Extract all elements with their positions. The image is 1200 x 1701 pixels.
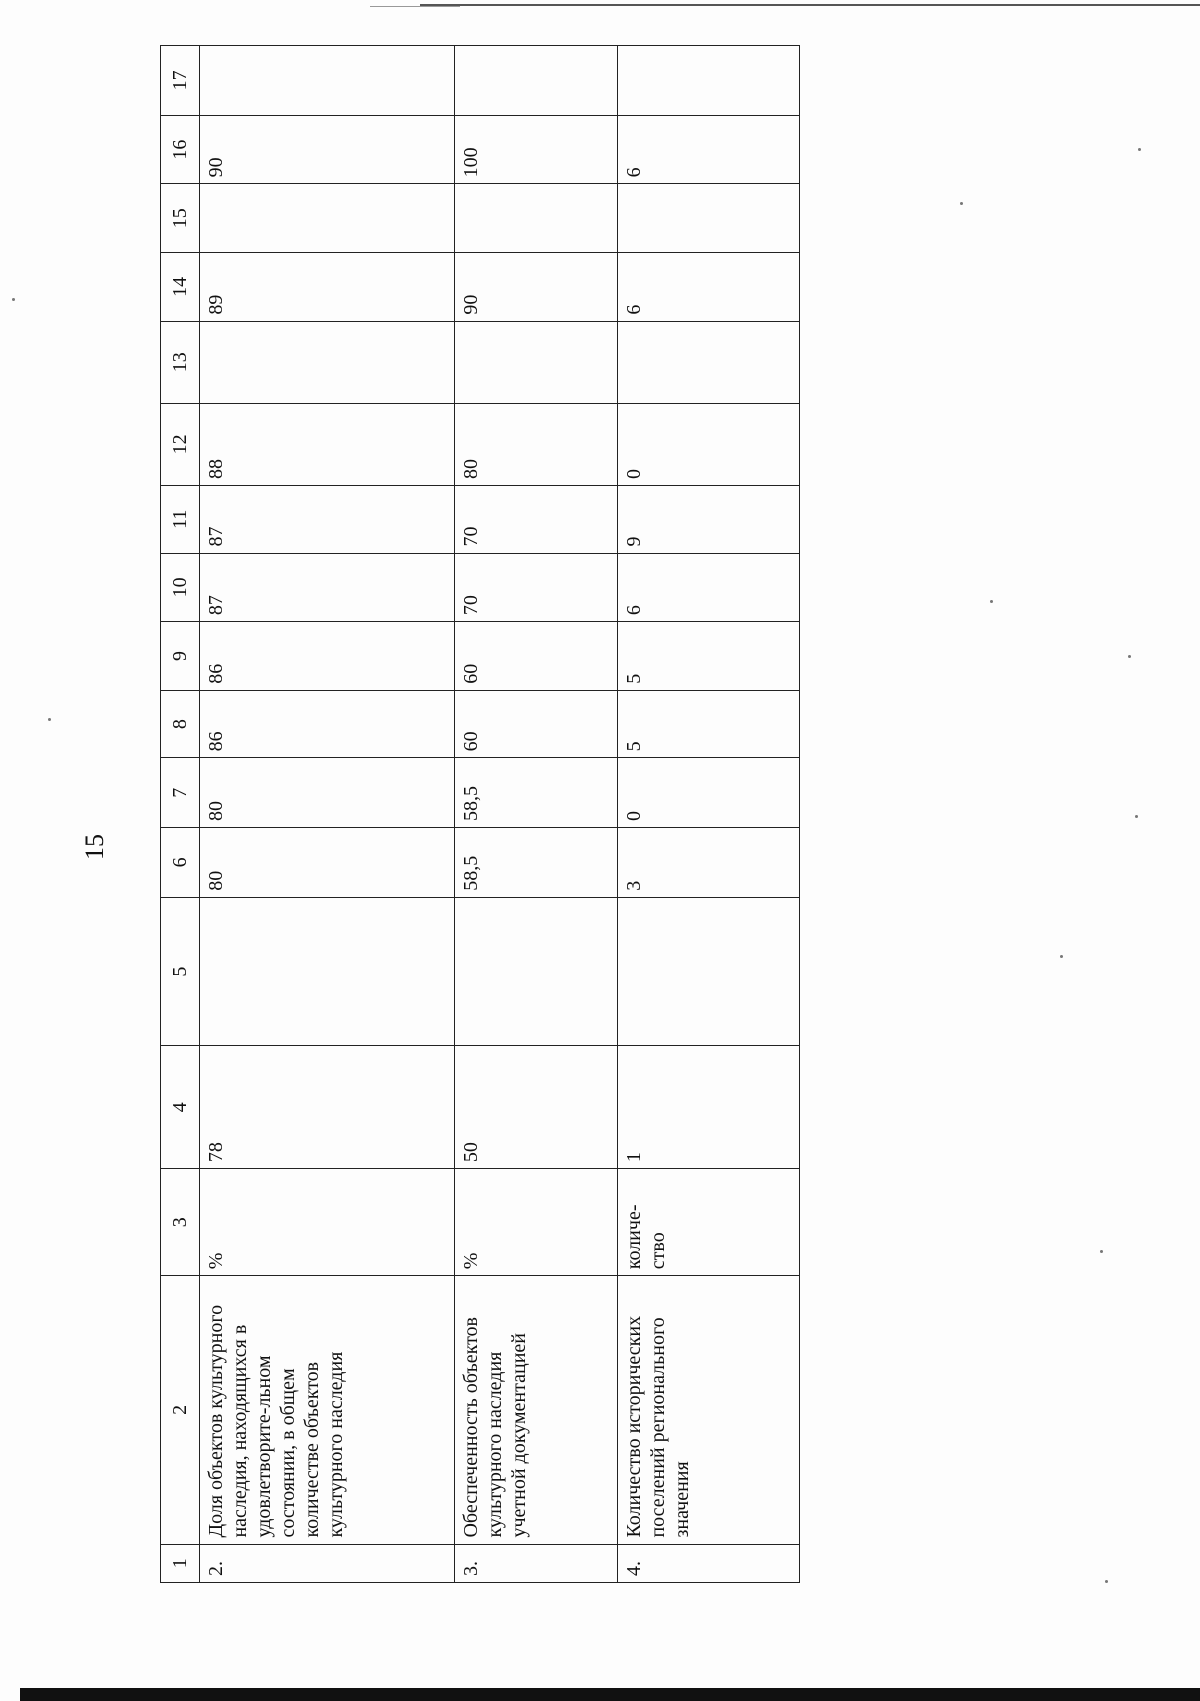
scan-speck	[1105, 1580, 1108, 1583]
header-cell: 8	[161, 690, 200, 758]
table-cell: Обеспеченность объектов культурного наследия учетной документацией	[455, 1276, 618, 1544]
header-cell: 7	[161, 758, 200, 828]
scan-edge-bar	[20, 1688, 1200, 1701]
table-cell: 89	[200, 253, 455, 322]
table-cell	[455, 321, 618, 403]
header-cell: 2	[161, 1276, 200, 1544]
table-cell: количе-ство	[618, 1169, 800, 1276]
header-cell: 11	[161, 485, 200, 553]
table-cell: 50	[455, 1046, 618, 1169]
table-cell: 87	[200, 485, 455, 553]
table-cell	[200, 46, 455, 116]
rotated-table-container	[160, 45, 800, 1583]
table-cell: Доля объектов культурного наследия, находящихся в удовлетворите-льном состоянии, в общем количестве объектов культурного наследия	[200, 1276, 455, 1544]
scan-speck	[1138, 148, 1141, 151]
scan-speck	[1135, 815, 1138, 818]
table-cell	[618, 321, 800, 403]
table-cell: 2.	[200, 1544, 455, 1582]
scan-speck	[1060, 955, 1063, 958]
header-cell: 9	[161, 622, 200, 691]
table-cell: 100	[455, 115, 618, 184]
table-cell: 60	[455, 622, 618, 691]
table-cell: 80	[200, 758, 455, 828]
table-cell: %	[200, 1169, 455, 1276]
table-cell: 90	[200, 115, 455, 184]
table-cell: 80	[200, 828, 455, 898]
table-row	[200, 46, 455, 1583]
header-cell: 13	[161, 321, 200, 403]
table-cell: 80	[455, 403, 618, 485]
page-number: 15	[80, 834, 109, 860]
table-cell: 70	[455, 553, 618, 622]
scan-speck	[960, 202, 963, 205]
table-cell: 1	[618, 1046, 800, 1169]
table-cell: 86	[200, 690, 455, 758]
header-cell: 10	[161, 553, 200, 622]
table-cell	[200, 897, 455, 1046]
header-cell: 5	[161, 897, 200, 1046]
table-cell: 58,5	[455, 758, 618, 828]
scan-speck	[1128, 655, 1131, 658]
header-cell: 14	[161, 253, 200, 322]
table-cell: 3.	[455, 1544, 618, 1582]
table-cell	[455, 897, 618, 1046]
table-cell: 5	[618, 690, 800, 758]
table-row	[618, 46, 800, 1583]
header-cell: 16	[161, 115, 200, 184]
scan-speck	[990, 600, 993, 603]
scan-speck	[12, 298, 15, 301]
table-cell	[200, 321, 455, 403]
scan-speck	[1100, 1250, 1103, 1253]
header-cell: 3	[161, 1169, 200, 1276]
header-cell: 4	[161, 1046, 200, 1169]
table-cell	[618, 897, 800, 1046]
table-row	[455, 46, 618, 1583]
table-cell	[455, 46, 618, 116]
header-cell: 6	[161, 828, 200, 898]
table-cell: 6	[618, 115, 800, 184]
table-cell: 6	[618, 553, 800, 622]
table-cell: 0	[618, 403, 800, 485]
header-cell: 12	[161, 403, 200, 485]
table-cell: 88	[200, 403, 455, 485]
table-cell: 90	[455, 253, 618, 322]
table-cell: 60	[455, 690, 618, 758]
scan-edge-line	[420, 4, 1200, 6]
table-cell: 78	[200, 1046, 455, 1169]
table-cell: 0	[618, 758, 800, 828]
scan-edge-line	[370, 6, 460, 7]
header-cell: 15	[161, 184, 200, 253]
table-cell: 58,5	[455, 828, 618, 898]
indicators-table	[160, 45, 800, 1583]
table-cell: 87	[200, 553, 455, 622]
table-header-row	[161, 46, 200, 1583]
table-cell	[455, 184, 618, 253]
table-cell: 6	[618, 253, 800, 322]
header-cell: 1	[161, 1544, 200, 1582]
table-cell: 4.	[618, 1544, 800, 1582]
table-cell: %	[455, 1169, 618, 1276]
table-cell: 70	[455, 485, 618, 553]
table-cell	[200, 184, 455, 253]
table-cell: 86	[200, 622, 455, 691]
table-cell: 5	[618, 622, 800, 691]
scan-speck	[48, 718, 51, 721]
table-cell	[618, 184, 800, 253]
table-cell: 9	[618, 485, 800, 553]
table-cell: Количество исторических поселений регионального значения	[618, 1276, 800, 1544]
table-cell	[618, 46, 800, 116]
header-cell: 17	[161, 46, 200, 116]
table-cell: 3	[618, 828, 800, 898]
